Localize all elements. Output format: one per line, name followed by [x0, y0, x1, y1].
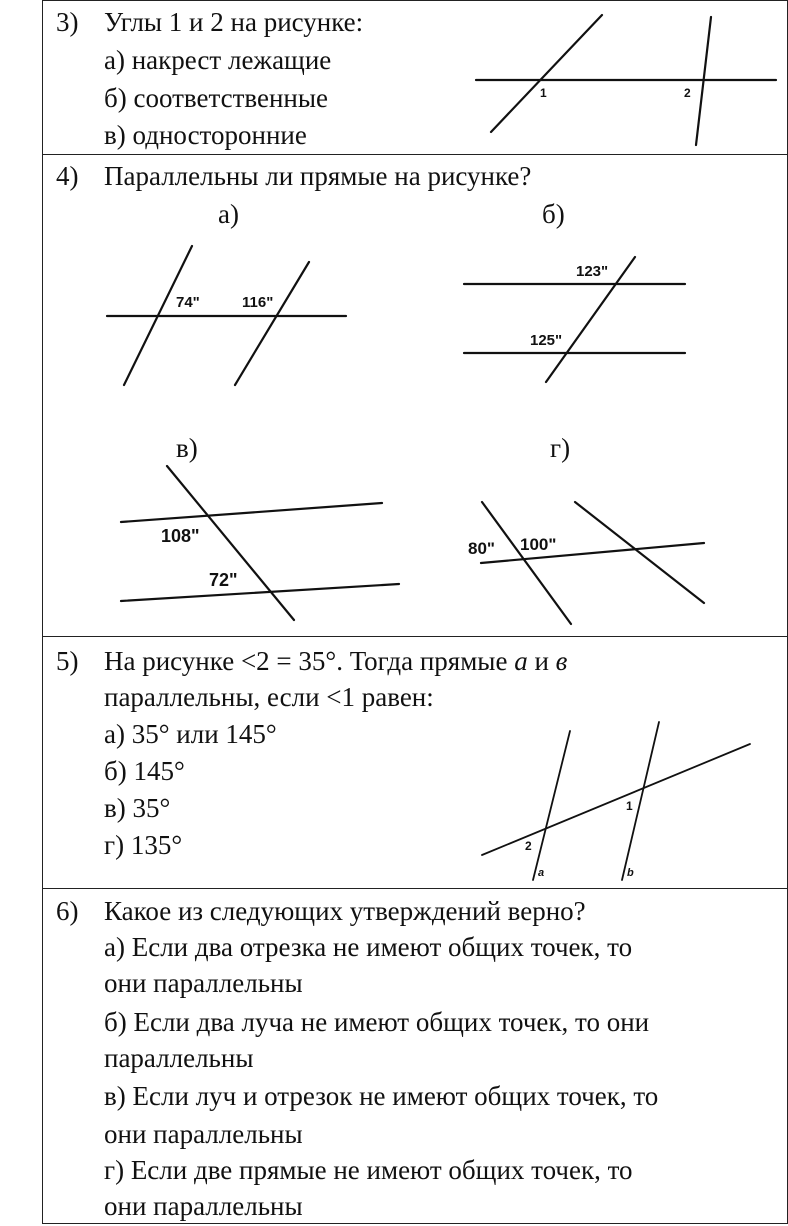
- q5-option-d: г) 135°: [104, 830, 183, 860]
- q4d-angle-100: 100": [520, 535, 557, 554]
- q5-text-start: На рисунке <2 = 35°. Тогда прямые: [104, 646, 515, 676]
- q4-question: Параллельны ли прямые на рисунке?: [104, 161, 532, 191]
- q5-option-c: в) 35°: [104, 793, 171, 823]
- q5-question-line-2: параллельны, если <1 равен:: [104, 682, 434, 712]
- q5-line-a: [533, 731, 570, 880]
- q6-line-8: они параллельны: [104, 1191, 303, 1221]
- q3-option-b: б) соответственные: [104, 83, 328, 113]
- q6-line-6: они параллельны: [104, 1119, 303, 1149]
- q5-line-label-a: a: [538, 867, 545, 879]
- q5-line-label-b: b: [627, 867, 634, 879]
- q6-line-7: г) Если две прямые не имеют общих точек, то: [104, 1155, 633, 1185]
- q4-number: 4): [56, 161, 79, 191]
- q6-line-2: они параллельны: [104, 968, 303, 998]
- q4a-angle-74: 74": [176, 294, 200, 311]
- q3-number: 3): [56, 7, 79, 37]
- q4c-angle-108: 108": [161, 526, 200, 546]
- q5-transversal: [482, 744, 750, 855]
- q3-question: Углы 1 и 2 на рисунке:: [104, 7, 364, 37]
- q4d-angle-80: 80": [468, 539, 495, 558]
- q4b-angle-123: 123": [576, 263, 609, 280]
- q6-line-5: в) Если луч и отрезок не имеют общих точек, то: [104, 1081, 659, 1111]
- q5-var-a: а: [514, 646, 528, 676]
- q4b-angle-125: 125": [530, 332, 563, 349]
- q3-option-a: а) накрест лежащие: [104, 45, 332, 75]
- q5-option-a: а) 35° или 145°: [104, 719, 277, 749]
- q5-number: 5): [56, 646, 79, 676]
- q5-angle-label-2: 2: [525, 839, 532, 853]
- q6-line-1: а) Если два отрезка не имеют общих точек, то: [104, 932, 633, 962]
- q4-subfig-d-label: г): [550, 433, 571, 463]
- q5-var-b: в: [555, 646, 568, 676]
- q6-question: Какое из следующих утверждений верно?: [104, 896, 586, 926]
- q4-subfig-c-label: в): [176, 433, 198, 463]
- q4a-angle-116: 116": [242, 294, 274, 311]
- q4-subfig-a-label: а): [218, 199, 239, 229]
- q6-line-4: параллельны: [104, 1043, 254, 1073]
- q5-text-and: и: [527, 646, 556, 676]
- q5-option-b: б) 145°: [104, 756, 185, 786]
- q3-option-c: в) односторонние: [104, 120, 307, 150]
- q6-line-3: б) Если два луча не имеют общих точек, то они: [104, 1007, 650, 1037]
- q4-subfig-b-label: б): [542, 199, 565, 229]
- q3-angle-label-2: 2: [684, 86, 691, 100]
- q3-angle-label-1: 1: [540, 86, 547, 100]
- q6-number: 6): [56, 896, 79, 926]
- q5-angle-label-1: 1: [626, 799, 633, 813]
- q4c-angle-72: 72": [209, 570, 238, 590]
